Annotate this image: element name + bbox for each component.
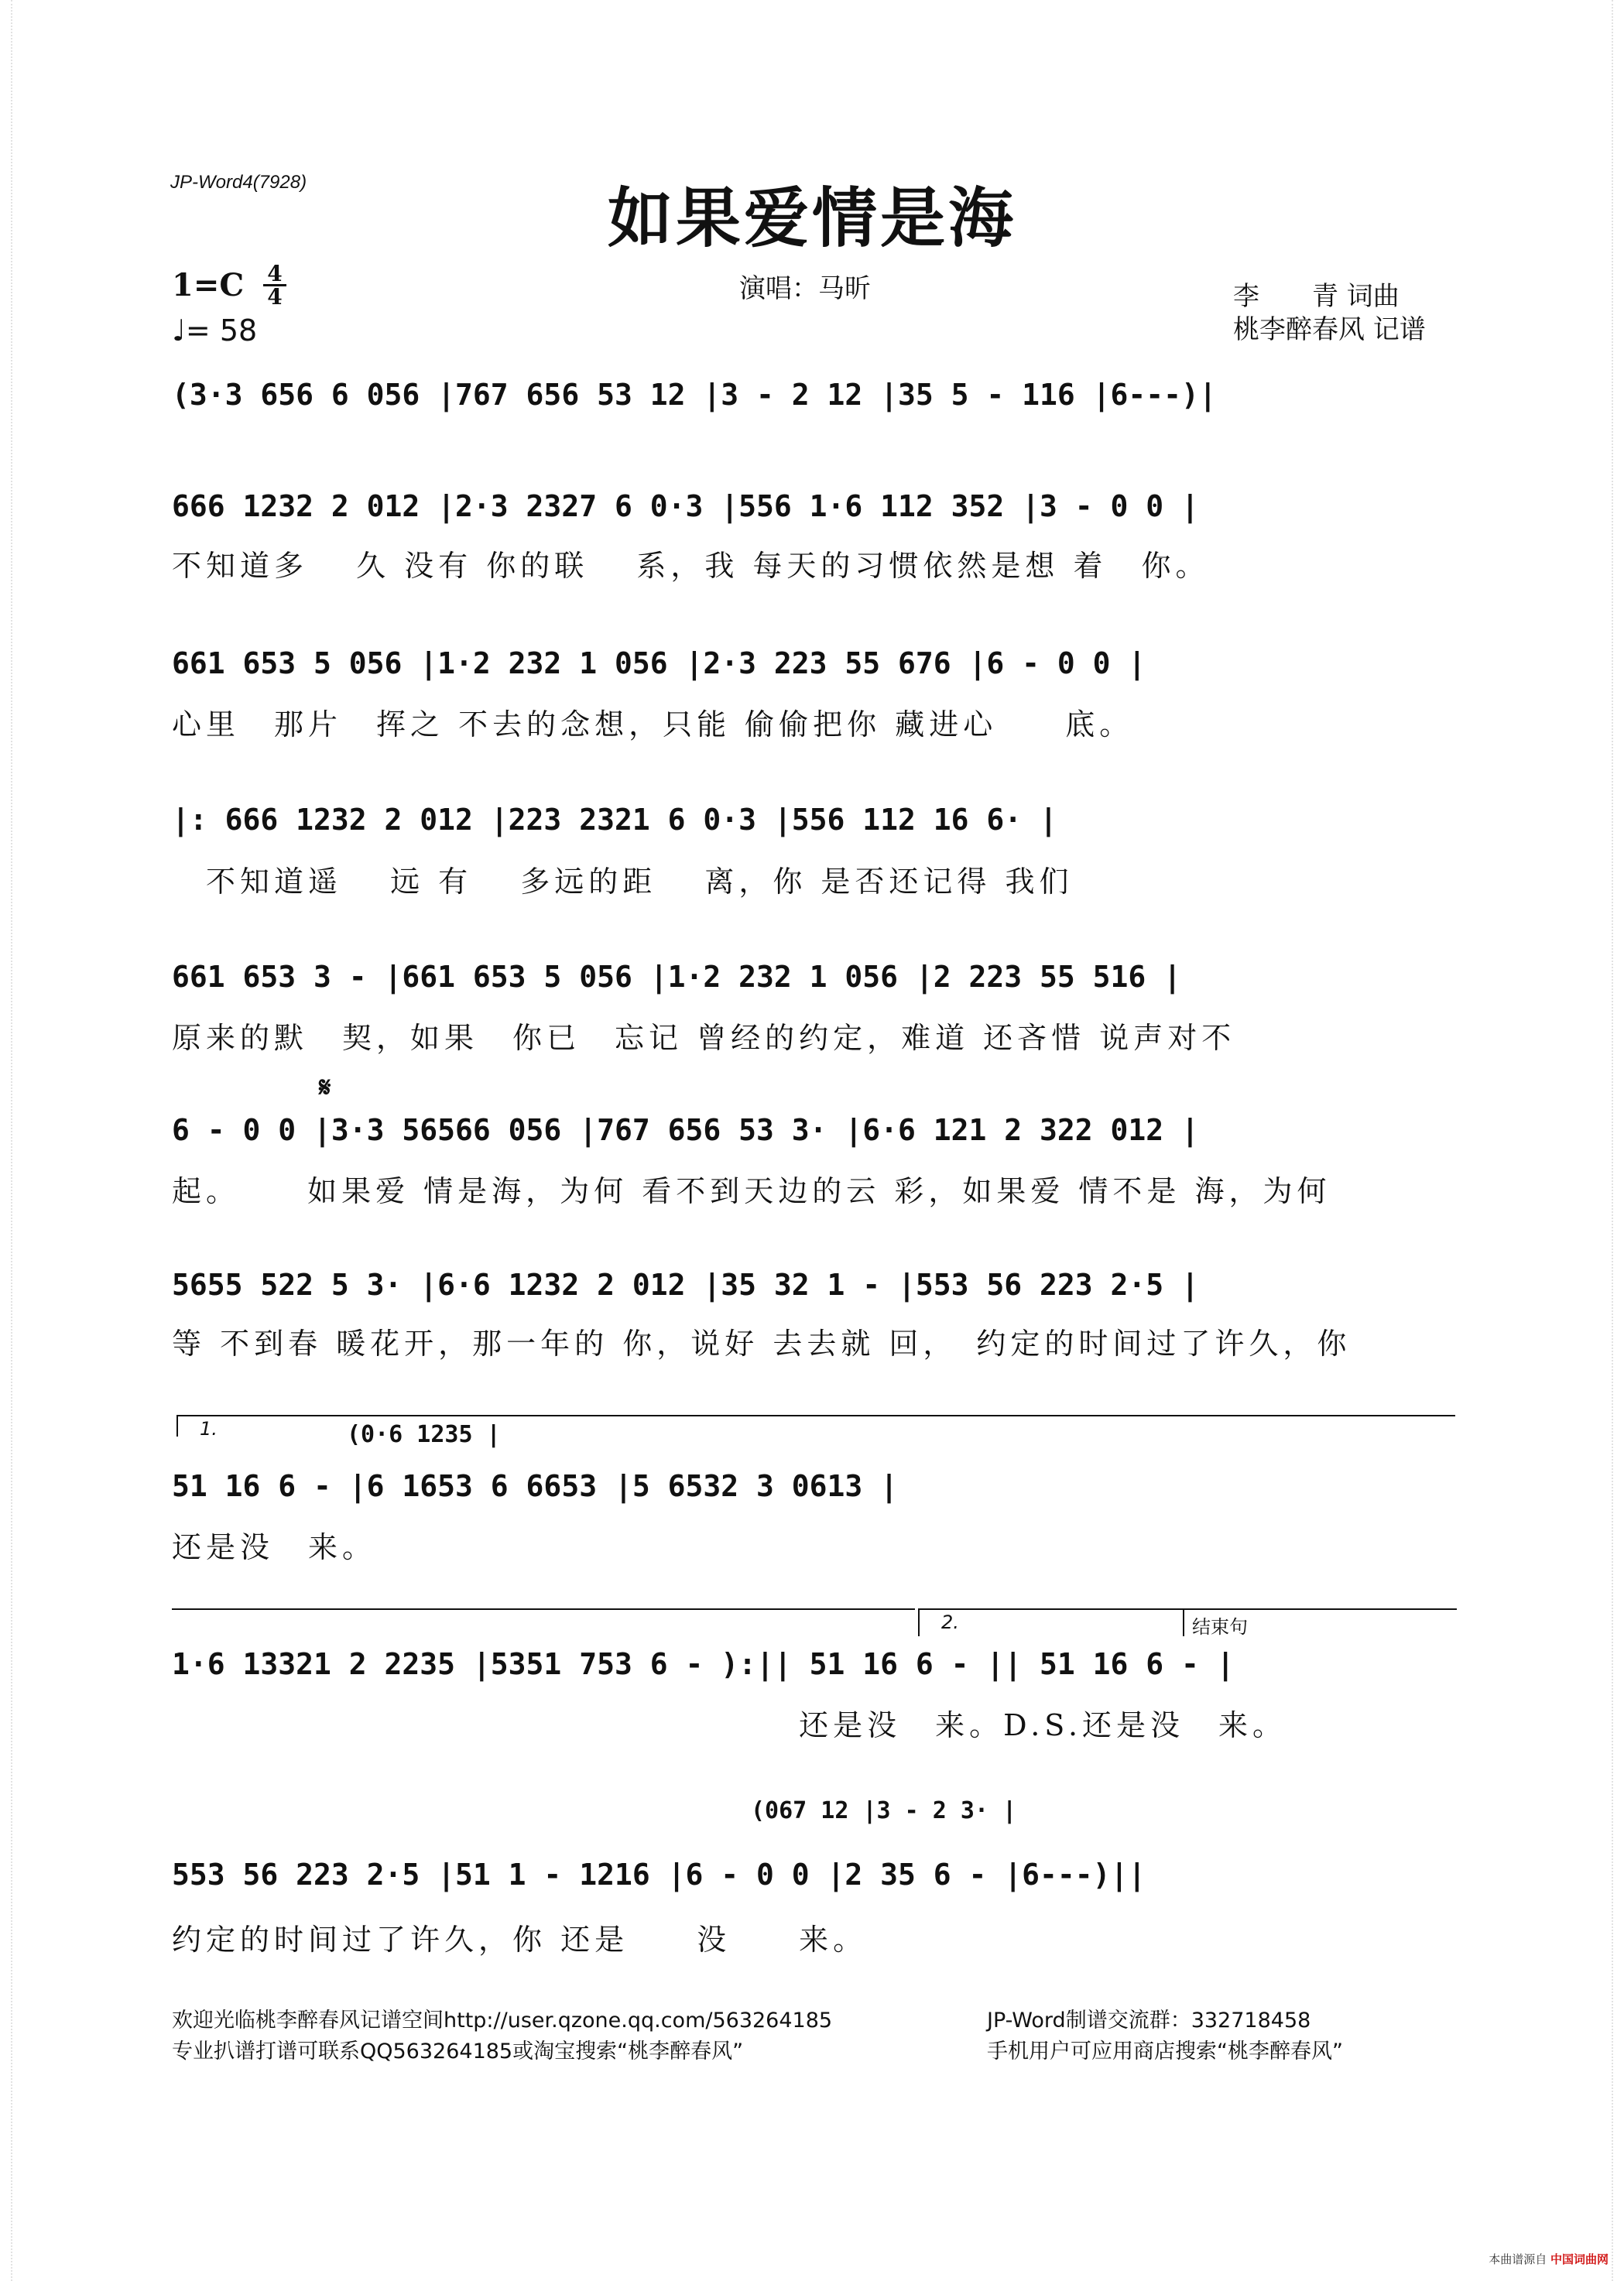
footer-mobile: 手机用户可应用商店搜索“桃李醉春风” (987, 2040, 1343, 2064)
score-line-6: 6 - 0 0 |3·3 56566 056 |767 656 53 3· |6·6 121 2 322 012 | (172, 1113, 1199, 1147)
source-watermark (1489, 2251, 1609, 2267)
lyrics-line-8: 还是没 来。 (172, 1530, 377, 1564)
footer-qq-group: JP-Word制谱交流群：332718458 (987, 2009, 1311, 2033)
score-line-7: 5655 522 5 3· |6·6 1232 2 012 |35 32 1 - |553 56 223 2·5 | (172, 1268, 1199, 1302)
key-signature: 1=C (172, 267, 245, 303)
lyrics-line-7: 等 不到春 暖花开，那一年的 你，说好 去去就 回， 约定的时间过了许久，你 (172, 1327, 1352, 1361)
score-line-10: 553 56 223 2·5 |51 1 - 1216 |6 - 0 0 |2 35 6 - |6---)|| (172, 1858, 1146, 1892)
first-ending-bracket (176, 1415, 1455, 1416)
second-ending-bracket (918, 1608, 1457, 1610)
segno-sign: 𝄋 (319, 1072, 331, 1104)
first-ending-label: 1. (200, 1418, 218, 1440)
repeat-line-top (172, 1608, 915, 1610)
coda-left-tick (1183, 1608, 1184, 1636)
second-ending-label: 2. (941, 1611, 959, 1633)
footer-contact: 专业扒谱打谱可联系QQ563264185或淘宝搜索“桃李醉春风” (172, 2040, 744, 2064)
meter-bottom: 4 (263, 284, 286, 307)
score-line-4: |: 666 1232 2 012 |223 2321 6 0·3 |556 112 16 6· | (172, 803, 1057, 837)
source-site: 中国词曲网 (1550, 2252, 1609, 2266)
song-title: 如果爱情是海 (607, 180, 1016, 256)
meter-top: 4 (267, 261, 283, 286)
coda-label: 结束句 (1192, 1616, 1248, 1638)
score-line-1: (3·3 656 6 056 |767 656 53 12 |3 - 2 12 |35 5 - 116 |6---)| (172, 378, 1217, 412)
singer-credit: 演唱：马昕 (739, 273, 871, 304)
score-line-8: 51 16 6 - |6 1653 6 6653 |5 6532 3 0613 | (172, 1469, 898, 1503)
time-signature (263, 261, 286, 310)
second-ending-left-tick (918, 1608, 920, 1636)
score-line-9: 1·6 13321 2 2235 |5351 753 6 - ):|| 51 16 6 - || 51 16 6 - | (172, 1647, 1235, 1681)
software-version: JP-Word4(7928) (170, 172, 307, 193)
source-label: 本曲谱源自 (1489, 2252, 1547, 2266)
lyrics-line-2: 不知道多 久 没有 你的联 系，我 每天的习惯依然是想 着 你。 (172, 549, 1210, 583)
score-line-3: 661 653 5 056 |1·2 232 1 056 |2·3 223 55 676 |6 - 0 0 | (172, 646, 1146, 680)
left-margin-strip (0, 0, 12, 2281)
first-ending-left-tick (176, 1415, 178, 1437)
score-line-2: 666 1232 2 012 |2·3 2327 6 0·3 |556 1·6 112 352 |3 - 0 0 | (172, 489, 1199, 523)
transcriber-credit: 桃李醉春风 记谱 (1233, 314, 1426, 345)
pickup-line-8: (0·6 1235 | (347, 1421, 501, 1448)
lyrics-line-6: 起。 如果爱 情是海，为何 看不到天边的云 彩，如果爱 情不是 海，为何 (172, 1174, 1331, 1208)
right-margin-strip (1612, 0, 1624, 2281)
lyrics-line-9: 还是没 来。D.S.还是没 来。 (172, 1708, 1287, 1742)
score-line-5: 661 653 3 - |661 653 5 056 |1·2 232 1 056 |2 223 55 516 | (172, 960, 1182, 994)
lyrics-line-4: 不知道遥 远 有 多远的距 离，你 是否还记得 我们 (172, 865, 1074, 899)
lyrics-composer-credit: 李 青 词曲 (1233, 281, 1400, 312)
tempo-marking: ♩= 58 (172, 313, 258, 348)
pickup-line-10: (067 12 |3 - 2 3· | (751, 1797, 1017, 1824)
footer-website: 欢迎光临桃李醉春风记谱空间http://user.qzone.qq.com/563264185 (172, 2009, 833, 2033)
lyrics-line-3: 心里 那片 挥之 不去的念想，只能 偷偷把你 藏进心 底。 (172, 707, 1134, 741)
lyrics-line-10: 约定的时间过了许久，你 还是 没 来。 (172, 1923, 868, 1957)
lyrics-line-5: 原来的默 契，如果 你已 忘记 曾经的约定，难道 还吝惜 说声对不 (172, 1021, 1236, 1055)
